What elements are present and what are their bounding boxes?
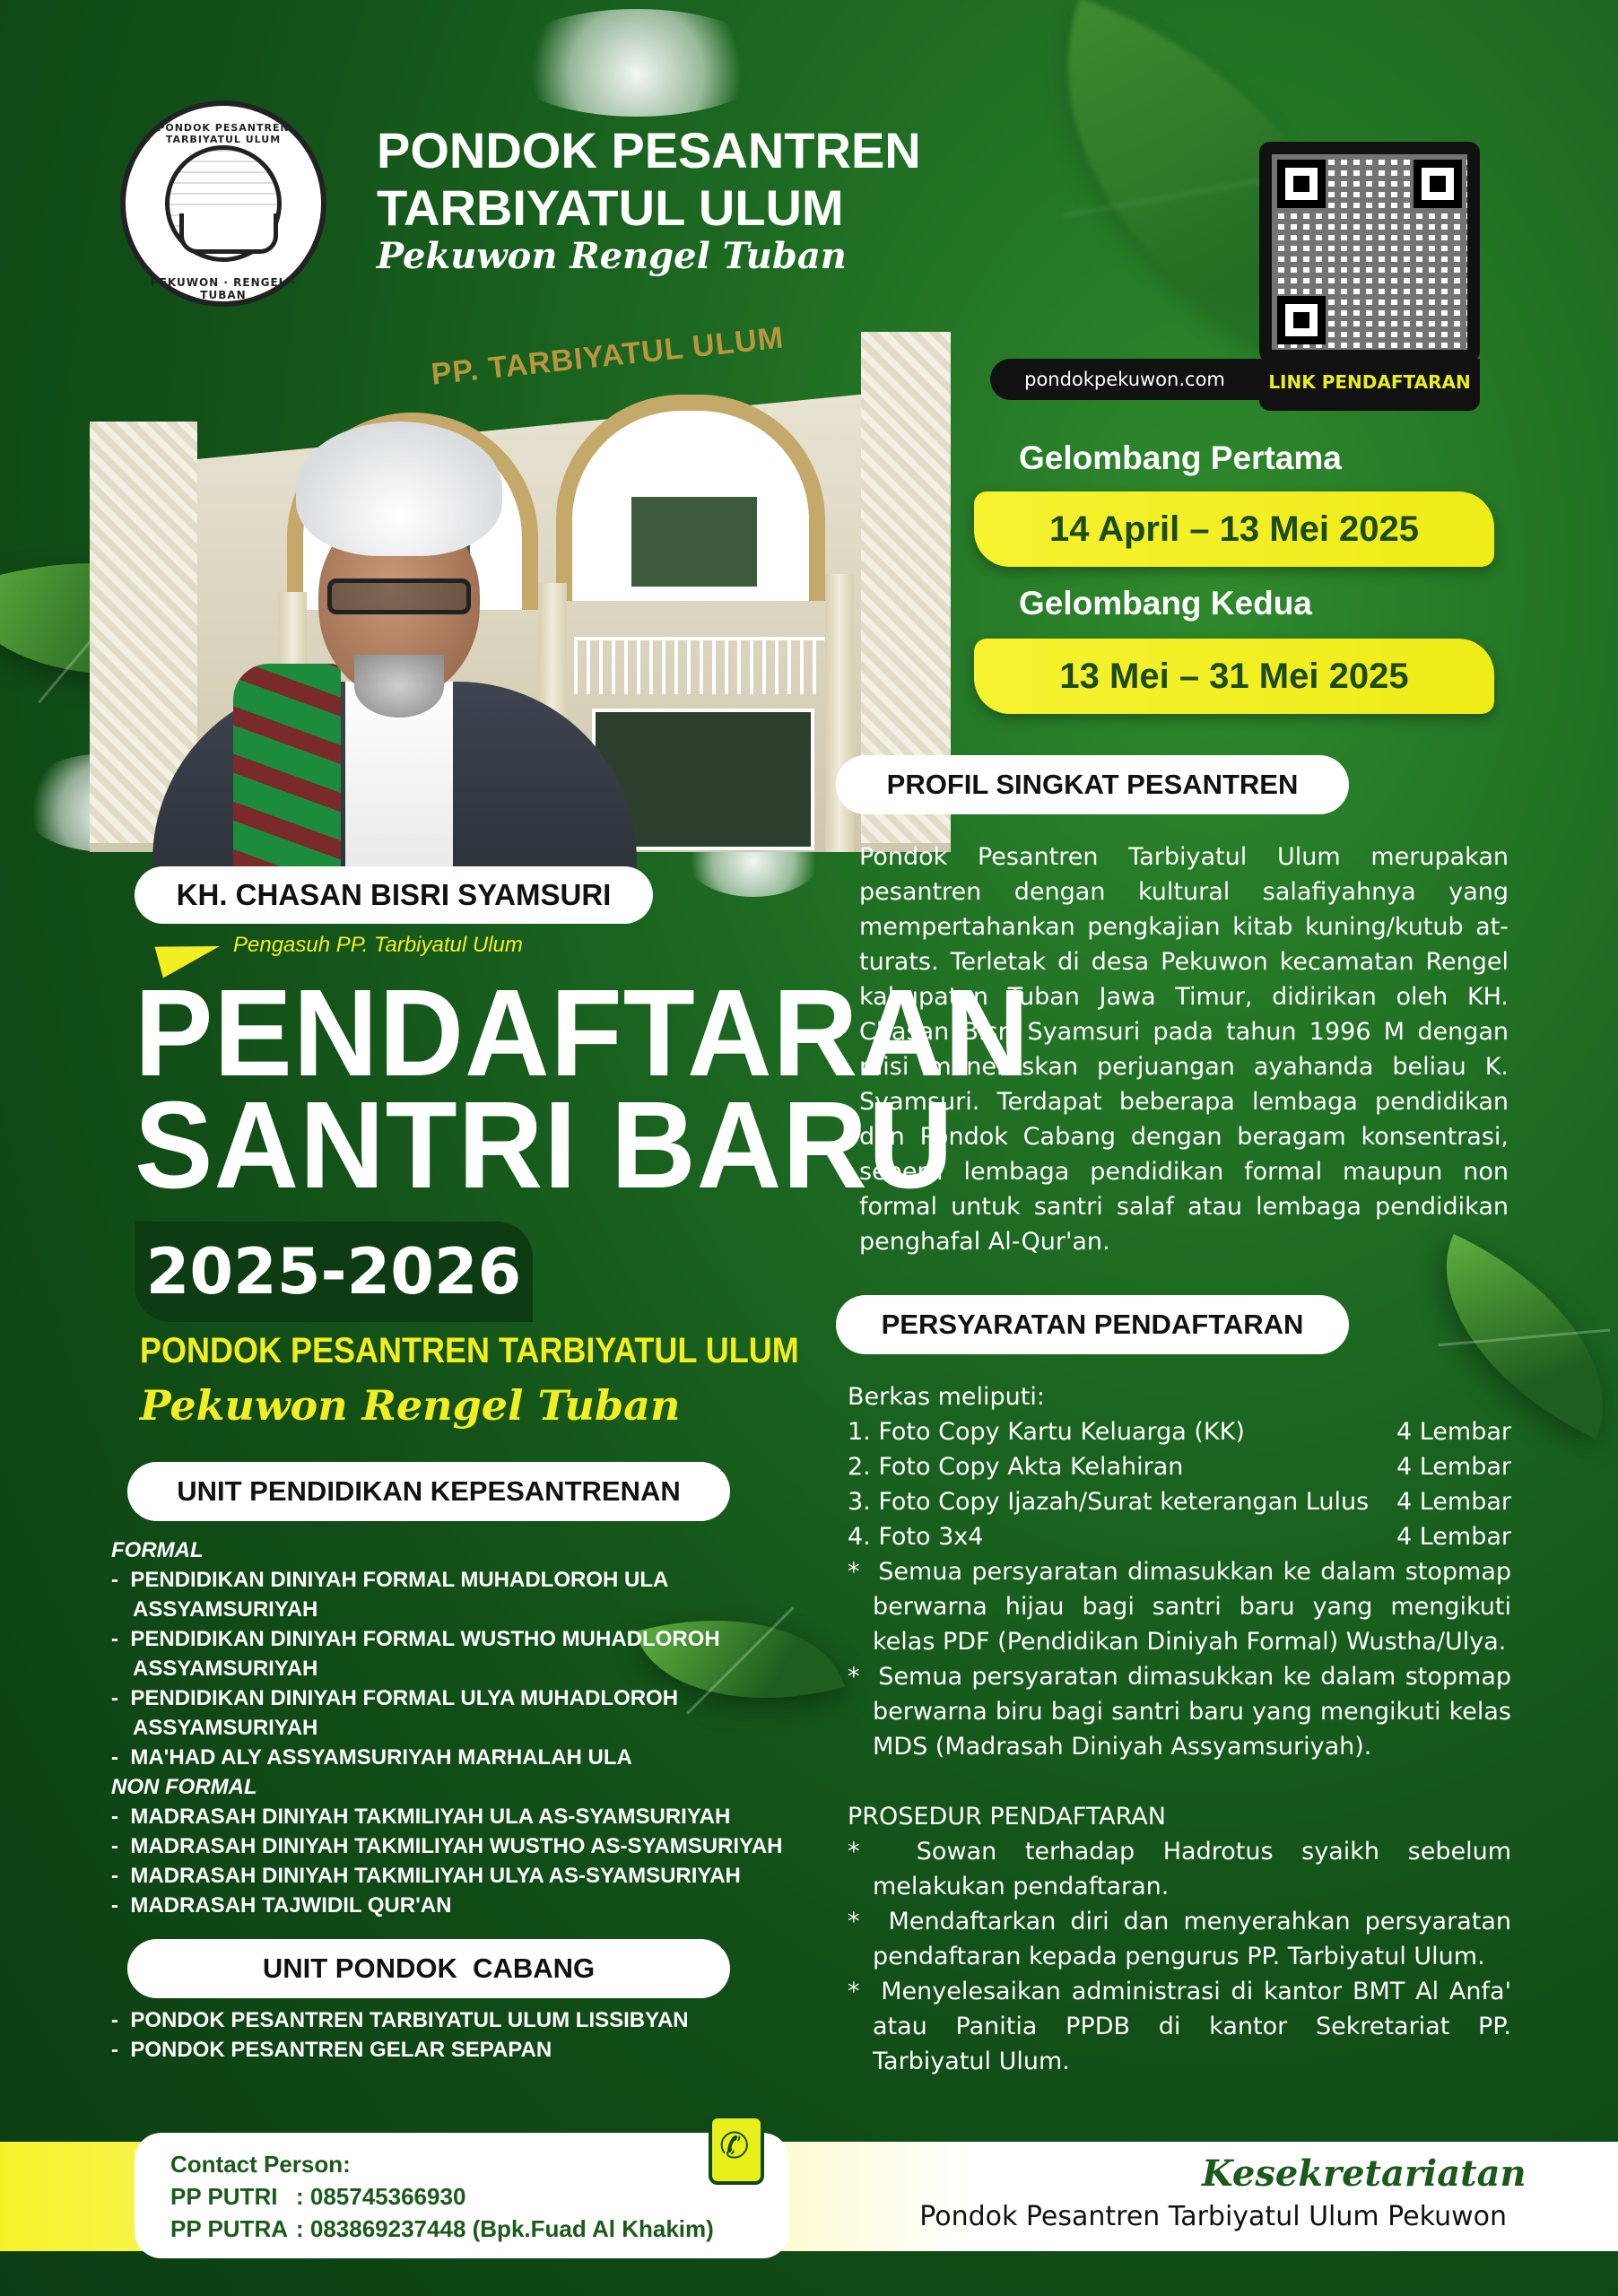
qr-finder: [1277, 296, 1326, 344]
requirement-note: * Semua persyaratan dimasukkan ke dalam stopmap berwarna hijau bagi santri baru yang mengikuti kelas PDF (Pendidikan Diniyah Formal) Wustha/Ulya.: [848, 1558, 1511, 1656]
procedure-step: * Sowan terhadap Hadrotus syaikh sebelum melakukan pendaftaran.: [848, 1838, 1511, 1900]
institution-location: Pekuwon Rengel Tuban: [140, 1381, 681, 1430]
requirement-row: 2. Foto Copy Akta Kelahiran 4 Lembar: [848, 1453, 1511, 1481]
requirements-heading: PERSYARATAN PENDAFTARAN: [836, 1295, 1349, 1354]
qr-finder: [1277, 160, 1326, 208]
secretariat-name: Pondok Pesantren Tarbiyatul Ulum Pekuwon: [919, 2201, 1507, 2232]
unit-item: - PENDIDIKAN DINIYAH FORMAL WUSTHO MUHADLOROH ASSYAMSURIYAH: [111, 1627, 720, 1681]
wave-1-label: Gelombang Pertama: [1019, 439, 1342, 476]
branch-item: - PONDOK PESANTREN TARBIYATUL ULUM LISSIBYAN: [111, 2008, 689, 2032]
secretariat-script: Kesekretariatan: [1202, 2152, 1527, 2195]
branch-item: - PONDOK PESANTREN GELAR SEPAPAN: [111, 2038, 552, 2062]
unit-item: - PENDIDIKAN DINIYAH FORMAL MUHADLOROH ULA ASSYAMSURIYAH: [111, 1568, 668, 1622]
qr-code-image: [1272, 154, 1467, 350]
qr-finder: [1414, 160, 1462, 208]
contact-heading: Contact Person:: [170, 2151, 351, 2178]
unit-item: - MADRASAH DINIYAH TAKMILIYAH ULA AS-SYAMSURIYAH: [111, 1805, 731, 1829]
procedure-step: * Menyelesaikan administrasi di kantor BMT Al Anfa' atau Panitia PPDB di kantor Sekretariat PP. Tarbiyatul Ulum.: [848, 1978, 1511, 2075]
header-title-line1: PONDOK PESANTREN: [377, 122, 921, 178]
main-title-line2: SANTRI BARU: [135, 1076, 954, 1214]
contact-putri[interactable]: PP PUTRI : 085745366930: [170, 2183, 466, 2210]
main-title-line1: PENDAFTARAN: [135, 964, 1031, 1102]
header-title-line2: TARBIYATUL ULUM: [377, 179, 844, 236]
caretaker-name: KH. CHASAN BISRI SYAMSURI: [135, 866, 653, 924]
nonformal-label: NON FORMAL: [111, 1775, 257, 1799]
profile-text: Pondok Pesantren Tarbiyatul Ulum merupakan pesantren dengan kultural salafiyahnya yang mempertahankan pengkajian kitab kuning/kutub at-turats. Terletak di desa Pekuwon kecamatan Rengel kabupaten Tuban Jawa Timur, didirikan oleh KH. Chasan Bisri Syamsuri pada tahun 1996 M dengan misi meneruskan perjuangan ayahanda beliau K. Syamsuri. Terdapat beberapa lembaga pendidikan dan Pondok Cabang dengan beragam konsentrasi, seperti lembaga pendidikan formal maupun non formal untuk santri salaf atau lembaga pendidikan penghafal Al-Qur'an.: [859, 843, 1509, 1256]
requirements-intro: Berkas meliputi:: [848, 1383, 1045, 1411]
requirement-row: 4. Foto 3x4 4 Lembar: [848, 1523, 1511, 1551]
building-sign: PP. TARBIYATUL ULUM: [430, 320, 786, 392]
contact-card: [135, 2133, 789, 2258]
requirement-row: 3. Foto Copy Ijazah/Surat keterangan Lulus 4 Lembar: [848, 1488, 1511, 1516]
procedure-step: * Mendaftarkan diri dan menyerahkan persyaratan pendaftaran kepada pengurus PP. Tarbiyatul Ulum.: [848, 1908, 1511, 1970]
contact-putra[interactable]: PP PUTRA : 083869237448 (Bpk.Fuad Al Khakim): [170, 2215, 714, 2242]
branches-heading: UNIT PONDOK CABANG: [127, 1939, 730, 1998]
academic-year: 2025-2026: [135, 1222, 533, 1322]
unit-item: - MA'HAD ALY ASSYAMSURIYAH MARHALAH ULA: [111, 1745, 632, 1770]
book-icon: [179, 213, 278, 254]
units-heading: UNIT PENDIDIKAN KEPESANTRENAN: [127, 1462, 730, 1521]
caretaker-role: Pengasuh PP. Tarbiyatul Ulum: [233, 933, 523, 957]
logo-top-text: PONDOK PESANTREN TARBIYATUL ULUM: [157, 122, 290, 145]
qr-code[interactable]: [1259, 142, 1480, 362]
unit-item: - MADRASAH TAJWIDIL QUR'AN: [111, 1893, 452, 1918]
formal-label: FORMAL: [111, 1538, 204, 1562]
procedure-heading: PROSEDUR PENDAFTARAN: [848, 1803, 1166, 1831]
institution-name: PONDOK PESANTREN TARBIYATUL ULUM: [140, 1331, 799, 1370]
unit-item: - MADRASAH DINIYAH TAKMILIYAH ULYA AS-SYAMSURIYAH: [111, 1864, 741, 1888]
requirement-row: 1. Foto Copy Kartu Keluarga (KK) 4 Lembar: [848, 1418, 1511, 1446]
portrait-turban: [296, 422, 502, 556]
requirements-block: [848, 1379, 1511, 2079]
wave-2-label: Gelombang Kedua: [1019, 585, 1312, 622]
requirement-note: * Semua persyaratan dimasukkan ke dalam stopmap berwarna biru bagi santri baru yang mengikuti kelas MDS (Madrasah Diniyah Assyamsuriyah).: [848, 1663, 1511, 1761]
unit-item: - PENDIDIKAN DINIYAH FORMAL ULYA MUHADLOROH ASSYAMSURIYAH: [111, 1686, 679, 1740]
logo-bottom-text: PEKUWON · RENGEL · TUBAN: [150, 276, 297, 301]
branches-list: [111, 2005, 829, 2065]
phone-book-icon: [709, 2115, 764, 2185]
unit-item: - MADRASAH DINIYAH TAKMILIYAH WUSTHO AS-SYAMSURIYAH: [111, 1834, 783, 1858]
pesantren-logo: [120, 100, 326, 307]
portrait-glasses: [327, 578, 471, 614]
cloud-decoration: [502, 9, 771, 117]
wave-2-dates: 13 Mei – 31 Mei 2025: [974, 639, 1494, 714]
wave-1-dates: 14 April – 13 Mei 2025: [974, 491, 1494, 567]
portrait-scarf: [233, 664, 341, 897]
header-subtitle: Pekuwon Rengel Tuban: [377, 235, 847, 277]
portrait-beard: [354, 655, 444, 718]
profile-heading: PROFIL SINGKAT PESANTREN: [836, 755, 1349, 814]
building-column: [825, 574, 854, 852]
units-list: [111, 1535, 829, 1920]
registration-link-label[interactable]: LINK PENDAFTARAN: [1259, 359, 1480, 411]
caretaker-portrait: [135, 422, 655, 888]
website-url[interactable]: pondokpekuwon.com: [990, 359, 1259, 400]
